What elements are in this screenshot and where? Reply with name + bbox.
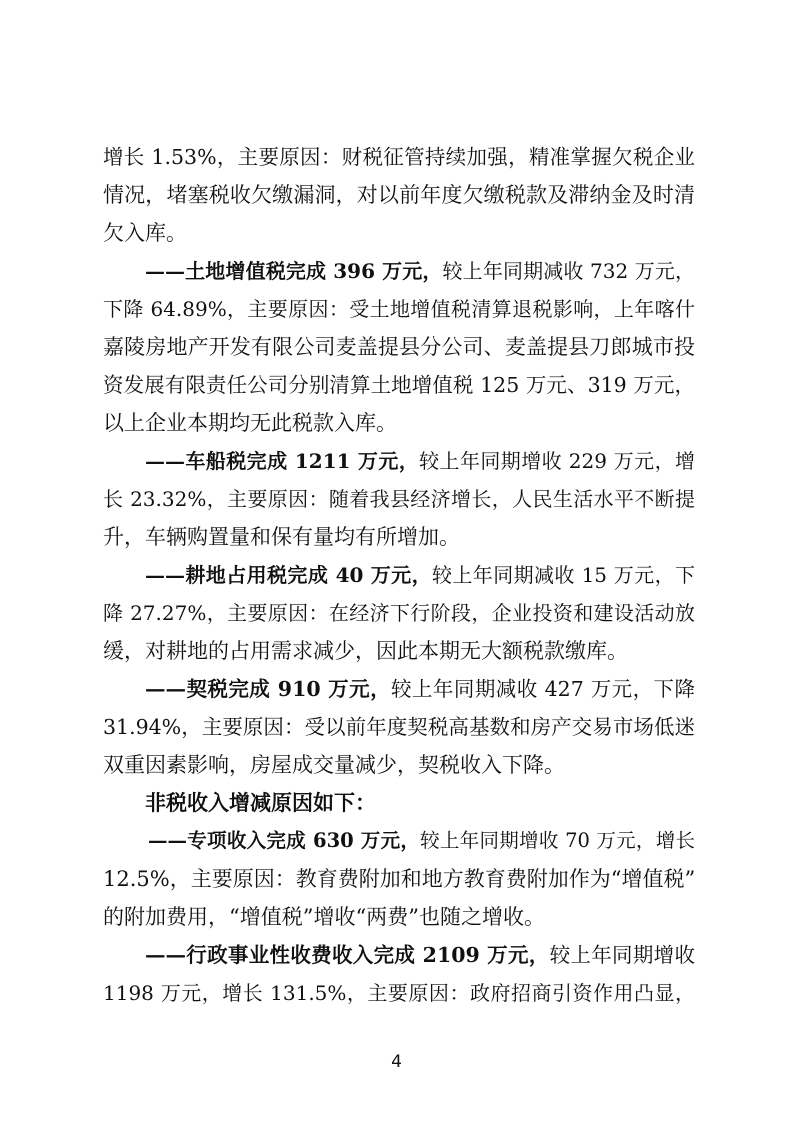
text-line: 情况，堵塞税收欠缴漏洞，对以前年度欠缴税款及滞纳金及时清: [103, 183, 695, 207]
text-line: 长 23.32%，主要原因：随着我县经济增长，人民生活水平不断提: [103, 487, 695, 511]
text-line: 下降 64.89%，主要原因：受土地增值税清算退税影响，上年喀什: [103, 297, 695, 321]
text-line: 降 27.27%，主要原因：在经济下行阶段，企业投资和建设活动放: [103, 601, 695, 625]
text-line: 以上企业本期均无此税款入库。: [103, 411, 397, 435]
paragraph-heading-line: ——专项收入完成 630 万元，较上年同期增收 70 万元，增长: [148, 829, 695, 852]
text-line: 欠入库。: [103, 221, 187, 245]
paragraph-heading-line: ——耕地占用税完成 40 万元，较上年同期减收 15 万元，下: [145, 563, 695, 587]
text-line: 1198 万元，增长 131.5%，主要原因：政府招商引资作用凸显，: [103, 981, 695, 1005]
paragraph-heading-line: ——土地增值税完成 396 万元，较上年同期减收 732 万元，: [145, 259, 695, 283]
admin-fees-heading: ——行政事业性收费收入完成 2109 万元，: [145, 943, 550, 967]
page-number: 4: [391, 1052, 402, 1072]
text-line: 资发展有限责任公司分别清算土地增值税 125 万元、319 万元，: [103, 373, 695, 397]
text-line: 缓，对耕地的占用需求减少，因此本期无大额税款缴库。: [103, 639, 628, 663]
land-value-tax-heading: ——土地增值税完成 396 万元，: [145, 259, 443, 283]
text-line: 31.94%，主要原因：受以前年度契税高基数和房产交易市场低迷: [103, 715, 695, 739]
text-line: 增长 1.53%，主要原因：财税征管持续加强，精准掌握欠税企业: [103, 145, 695, 169]
text-line: 嘉陵房地产开发有限公司麦盖提县分公司、麦盖提县刀郎城市投: [103, 335, 695, 359]
text-line: 的附加费用，“增值税”增收“两费”也随之增收。: [103, 905, 545, 929]
text-line: 升，车辆购置量和保有量均有所增加。: [103, 525, 460, 549]
paragraph-heading-line: ——契税完成 910 万元，较上年同期减收 427 万元，下降: [145, 677, 695, 701]
paragraph-heading-line: ——车船税完成 1211 万元，较上年同期增收 229 万元，增: [145, 449, 695, 473]
text-line: 双重因素影响，房屋成交量减少，契税收入下降。: [103, 753, 565, 777]
text-line: 12.5%，主要原因：教育费附加和地方教育费附加作为“增值税”: [103, 867, 696, 891]
special-revenue-heading: ——专项收入完成 630 万元，: [148, 829, 421, 852]
vehicle-tax-heading: ——车船税完成 1211 万元，: [145, 449, 420, 473]
non-tax-revenue-heading: 非税收入增减原因如下：: [145, 790, 376, 815]
section-heading: [145, 786, 695, 820]
deed-tax-heading: ——契税完成 910 万元，: [145, 677, 392, 701]
paragraph-heading-line: ——行政事业性收费收入完成 2109 万元，较上年同期增收: [145, 943, 695, 967]
farmland-tax-heading: ——耕地占用税完成 40 万元，: [145, 563, 432, 587]
